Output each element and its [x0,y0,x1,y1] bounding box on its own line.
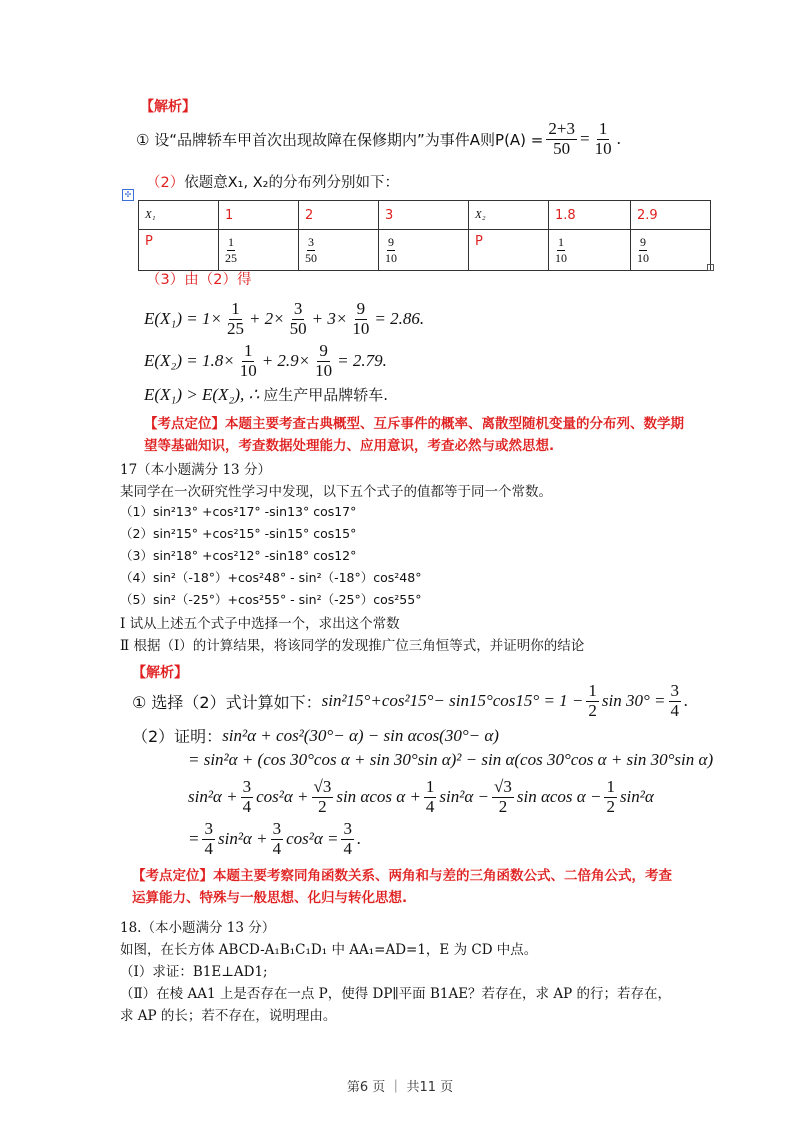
ex1-term: + 3× [311,309,348,329]
q17-answer1: ① 选择（2）式计算如下： sin²15°+cos²15°− sin15°cos15° = 1 − $\frac{1}{2}$ sin 30° = $\frac{3}{4}$ . [132,681,689,720]
s16-part1-text: ① 设“品牌轿车甲首次出现故障在保修期内”为事件A则P(A) = [136,130,544,149]
q18-intro: 如图，在长方体 ABCD-A₁B₁C₁D₁ 中 AA₁=AD=1，E 为 CD 中点。 [120,942,538,958]
s16-conclusion [144,384,388,405]
s16-part2 [146,171,399,192]
s16-part3: （3）由（2）得 [146,272,252,288]
kaodian-16-line1: 【考点定位】本题主要考查古典概型、互斥事件的概率、离散型随机变量的分布列、数学期 [144,416,684,432]
distribution-table [138,200,711,271]
x1-value: 3 [379,201,469,230]
x2-prob: $\frac{1}{10}$ [549,230,631,271]
q18-part2-line1: （Ⅱ）在棱 AA1 上是否存在一点 P，使得 DP∥平面 B1AE？若存在，求 AP 的行；若存在， [120,986,671,1002]
x2-value: 2.9 [631,201,711,230]
q17-proof-line4: = $\frac{3}{4}$ sin²α + $\frac{3}{4}$ cos²α = $\frac{3}{4}$ . [188,819,362,858]
x2-value: 1.8 [549,201,631,230]
q17-item: （2）sin²15° +cos²15° -sin15° cos15° [120,526,357,541]
a1-math: sin²15°+cos²15°− sin15°cos15° = 1 − [321,691,584,711]
x1-prob: $\frac{3}{50}$ [299,230,379,271]
s16-part1 [136,120,621,158]
s16-part1-frac2: $\frac{1}{10}$ [594,119,612,158]
q17-item: （5）sin²（-25°）+cos²55° - sin²（-25°）cos²55° [120,592,422,607]
q17-answer2 [132,724,499,747]
kaodian-17-line2: 运算能力、特殊与一般思想、化归与转化思想. [132,890,408,906]
q18-heading: 18.（本小题满分 13 分） [120,920,276,936]
conclusion-text: 应生产甲品牌轿车. [263,386,389,404]
table-resize-handle-icon[interactable] [707,264,714,271]
conclusion-math: E(X₁) > E(X₂), ∴ [144,384,260,404]
q17-part1: Ⅰ 试从上述五个式子中选择一个，求出这个常数 [120,616,400,632]
q17-proof-line2: = sin²α + (cos 30°cos α + sin 30°sin α)² − sin α(cos 30°cos α + sin 30°sin α) [188,750,714,769]
p-label: P [469,230,549,271]
analysis-tag-17: 【解析】 [132,665,188,681]
a2-math: sin²α + cos²(30°− α) − sin αcos(30°− α) [222,725,499,745]
s16-part1-frac1: $\frac{2+3}{50}$ [548,119,575,158]
ex1-rhs: = 2.86. [374,309,425,329]
q18-part1: （Ⅰ）求证：B1E⊥AD1; [120,964,268,980]
s16-part2-num: （2） [146,175,185,191]
expectation-x1: E(X₁) = 1× $\frac{1}{25}$ + 2× $\frac{3}{50}$ + 3× $\frac{9}{10}$ = 2.86. [144,299,425,338]
table-row-values [139,201,711,230]
table-move-handle-icon[interactable]: ✣ [122,189,134,201]
q17-intro: 某同学在一次研究性学习中发现，以下五个式子的值都等于同一个常数。 [120,484,552,500]
ex2-rhs: = 2.79. [337,351,387,371]
x1-prob: $\frac{9}{10}$ [379,230,469,271]
q18-part2-line2: 求 AP 的长；若不存在，说明理由。 [120,1008,337,1024]
a1-math2: sin 30° = [601,691,666,711]
x1-header: X₁ [139,201,219,230]
q17-part2: Ⅱ 根据（Ⅰ）的计算结果，将该同学的发现推广位三角恒等式，并证明你的结论 [120,638,585,654]
x1-value: 2 [299,201,379,230]
table-row-probs [139,230,711,271]
q17-proof-line3: sin²α + $\frac{3}{4}$ cos²α + $\frac{√3}{2}$ sin αcos α + $\frac{1}{4}$ sin²α − $\frac{√3}{2}$ sin αcos α − $\frac{1}{2}$ sin²α [188,777,654,816]
ex1-term: + 2× [248,309,285,329]
x2-prob: $\frac{9}{10}$ [631,230,711,271]
x1-value: 1 [219,201,299,230]
x1-prob: $\frac{1}{25}$ [219,230,299,271]
expectation-x2: E(X₂) = 1.8× $\frac{1}{10}$ + 2.9× $\frac{9}{10}$ = 2.79. [144,341,387,380]
s16-part2-text: 依题意X₁, X₂的分布列分别如下： [184,175,399,191]
kaodian-17-line1: 【考点定位】本题主要考察同角函数关系、两角和与差的三角函数公式、二倍角公式，考查 [132,868,672,884]
p-label: P [139,230,219,271]
a2-text: （2）证明： [132,727,223,746]
x2-header: X₂ [469,201,549,230]
equals: = [579,129,590,149]
q17-heading: 17（本小题满分 13 分） [120,462,271,478]
kaodian-16-line2: 望等基础知识，考查数据处理能力、应用意识，考查必然与或然思想. [144,438,555,454]
ex2-term: + 2.9× [261,351,311,371]
ex1-lhs: E(X₁) = 1× [144,309,222,329]
q17-item: （1）sin²13° +cos²17° -sin13° cos17° [120,504,357,519]
a1-text: ① 选择（2）式计算如下： [132,692,322,712]
a1-end: . [684,691,689,711]
analysis-tag-16: 【解析】 [140,99,196,115]
q17-item: （4）sin²（-18°）+cos²48° - sin²（-18°）cos²48° [120,570,422,585]
ex2-lhs: E(X₂) = 1.8× [144,351,235,371]
page-footer: 第6 页 ｜ 共11 页 [346,1080,454,1095]
q17-item: （3）sin²18° +cos²12° -sin18° cos12° [120,548,357,563]
period: . [616,129,621,149]
